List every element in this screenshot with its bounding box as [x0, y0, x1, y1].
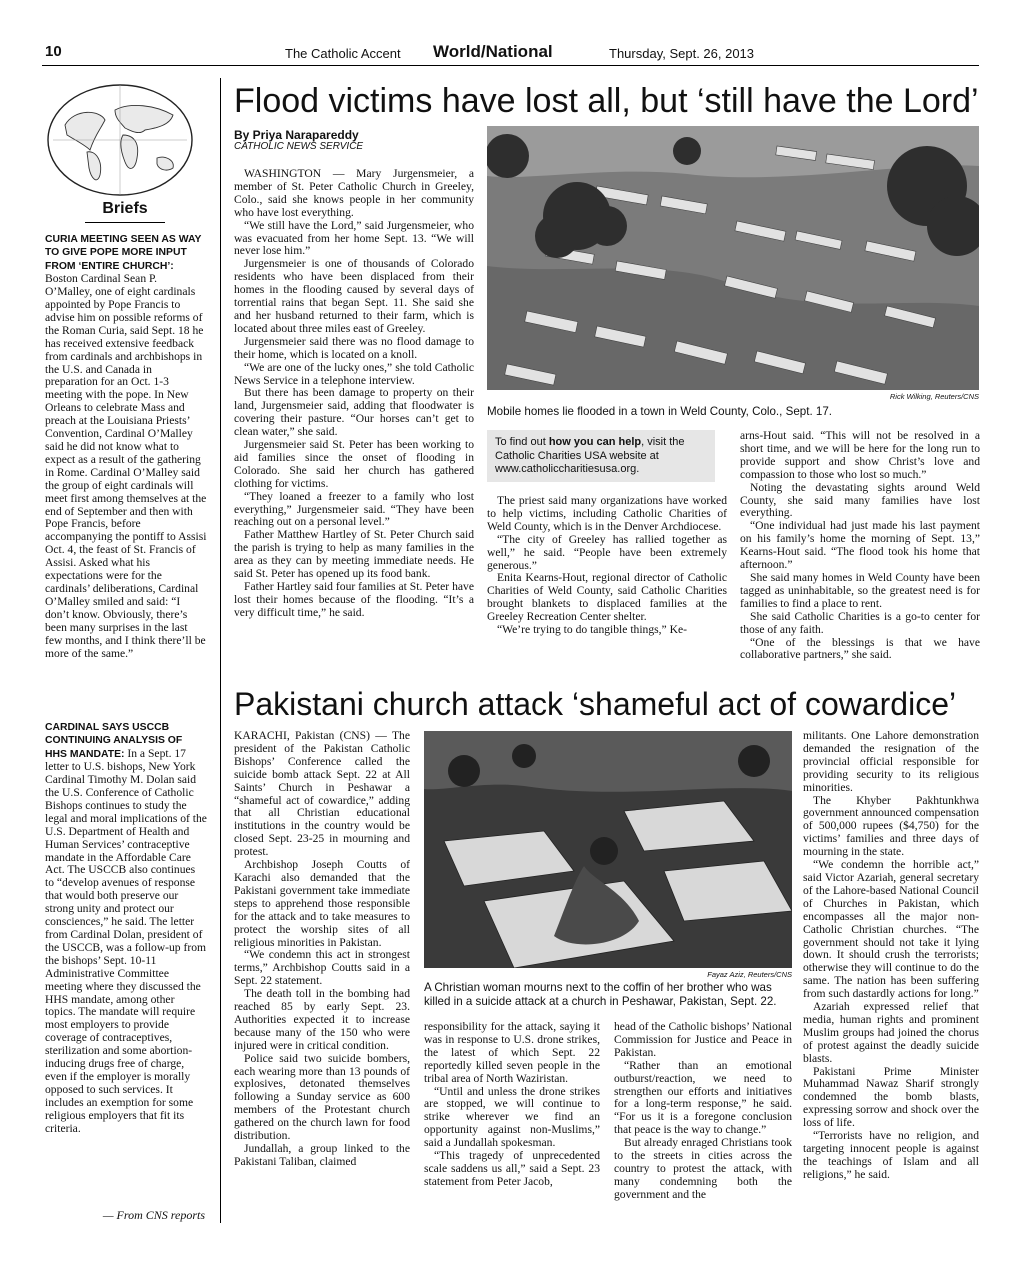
- paragraph: She said Catholic Charities is a go-to center for those of any faith.: [740, 609, 980, 636]
- paragraph: “We still have the Lord,” said Jurgensmeier, who was evacuated from her home Sept. 13. “We will never lose him.”: [234, 218, 474, 258]
- story-service: CATHOLIC NEWS SERVICE: [234, 141, 364, 152]
- paragraph: Jurgensmeier said there was no flood damage to their home, which is located on a knoll.: [234, 334, 474, 361]
- paragraph: She said many homes in Weld County have been tagged as uninhabitable, so the greatest need is for families to find a place to rent.: [740, 570, 980, 610]
- info-box: [487, 430, 715, 482]
- article-column: [614, 1021, 792, 1202]
- article-column: [803, 730, 979, 1182]
- brief-headline: CARDINAL SAYS USCCB CONTINUING ANALYSIS OF HHS MANDATE:: [45, 722, 183, 760]
- paragraph: “One of the blessings is that we have collaborative partners,” she said.: [740, 635, 980, 662]
- photo-caption: A Christian woman mourns next to the coffin of her brother who was killed in a suicide attack at a church in Peshawar, Pakistan, Sept. 22.: [424, 981, 777, 1008]
- world-map-icon: [45, 80, 195, 200]
- paragraph: head of the Catholic bishops’ National Commission for Justice and Peace in Pakistan.: [614, 1020, 792, 1059]
- paragraph: “We are one of the lucky ones,” she told Catholic News Service in a telephone interview.: [234, 360, 474, 387]
- paragraph: The death toll in the bombing had reached 85 by early Sept. 23. Authorities expected it to increase because many of the 150 who were injured were in critical condition.: [234, 987, 410, 1052]
- brief-item: [45, 721, 207, 1136]
- photo-caption: Mobile homes lie flooded in a town in Weld County, Colo., Sept. 17.: [487, 405, 832, 418]
- paragraph: “We condemn this act in strongest terms,” Archbishop Coutts said in a Sept. 22 statement.: [234, 948, 410, 988]
- paragraph: responsibility for the attack, saying it was in response to U.S. drone strikes, the latest of which Sept. 22 reportedly killed seven people in the tribal area of North Waziristan.: [424, 1020, 600, 1085]
- paragraph: arns-Hout said. “This will not be resolved in a short time, and we will be here for the long run to provide support and show Christ’s love and compassion to those who lost so much.”: [740, 429, 980, 481]
- paragraph: The priest said many organizations have worked to help victims, including Catholic Charities of Weld County, which is in the Denver Archdiocese.: [487, 494, 727, 533]
- paragraph: “We condemn the horrible act,” said Victor Azariah, general secretary of the Lahore-based National Council of Churches in Pakistan, which encompasses all the major non-Catholic Christian churches. “The government should not take it lying down. It should crush the terrorists; otherwise they will continue to do the same. The nation has been suffering from such dastardly actions for long.”: [803, 858, 979, 1001]
- paragraph: Jundallah, a group linked to the Pakistani Taliban, claimed: [234, 1142, 410, 1168]
- brief-item: [45, 233, 207, 660]
- article-column: [234, 168, 474, 620]
- photo-credit: Rick Wilking, Reuters/CNS: [889, 392, 979, 401]
- briefs-signoff: — From CNS reports: [102, 1208, 205, 1222]
- paragraph: Noting the devastating sights around Weld County, she said many families have lost everything.: [740, 480, 980, 520]
- story-headline: Flood victims have lost all, but ‘still have the Lord’: [234, 82, 979, 120]
- paragraph: “Terrorists have no religion, and targeting innocent people is against the teachings of Islam and all religions,” he said.: [803, 1129, 979, 1181]
- sidebar-divider: [220, 78, 221, 1223]
- section-name: World/National: [433, 42, 553, 61]
- article-column: [740, 430, 980, 662]
- paragraph: “They loaned a freezer to a family who lost everything,” Jurgensmeier said. “They have been reaching out on a personal level.”: [234, 489, 474, 529]
- brief-text: In a Sept. 17 letter to U.S. bishops, New York Cardinal Timothy M. Dolan said the U.S. Conference of Catholic Bishops continues to study the legal and moral implications of the U.S. Department of Health and Human Services’ contraceptive mandate in the Affordable Care Act. The USCCB also continues to “develop avenues of response that would both preserve our strong unity and protect our consciences,” he said. The letter from Cardinal Dolan, president of the USCCB, was a follow-up from the bishops’ Sept. 10-11 Administrative Committee meeting where they discussed the HHS mandate, among other topics. The mandate will require most employers to provide coverage of contraceptives, sterilization and some abortion-inducing drugs free of charge, even if the employer is morally opposed to such services. It includes an exemption for some religious employers that fit its criteria.: [45, 746, 207, 1135]
- paragraph: Father Hartley said four families at St. Peter have lost their homes because of the flooding. “It’s a very difficult time,” he said.: [234, 580, 474, 619]
- paragraph: “One individual had just made his last payment on his family’s home the morning of Sept. 13,” Kearns-Hout said. “The flood took his home that afternoon.”: [740, 519, 980, 572]
- mourner-photo: [424, 731, 792, 968]
- photo-credit: Fayaz Aziz, Reuters/CNS: [707, 970, 792, 979]
- header-rule: [42, 65, 979, 66]
- paragraph: But already enraged Christians took to the streets in cities across the country to protest the attack, with many condemning both the government and the: [614, 1136, 792, 1201]
- info-box-text: , visit the Catholic Charities USA website at www.catholiccharitiesusa.org.: [495, 436, 685, 475]
- briefs-rule: [85, 222, 165, 223]
- publication-name: The Catholic Accent: [285, 46, 401, 61]
- paragraph: Jurgensmeier is one of thousands of Colorado residents who have been displaced from their homes in the flooding caused by several days of torrential rains that began Sept. 11. She said she and her husband returned to their farm, which is located about three miles east of Greeley.: [234, 257, 474, 335]
- paragraph: The Khyber Pakhtunkhwa government announced compensation of 500,000 rupees ($4,750) for the victims’ families and three days of mourning in the state.: [803, 793, 979, 859]
- paragraph: Enita Kearns-Hout, regional director of Catholic Charities of Weld County, said Catholic Charities brought blankets to displaced families at the Greeley Recreation Center shelter.: [487, 571, 727, 624]
- article-column: [234, 730, 410, 1169]
- paragraph: Azariah expressed relief that media, human rights and prominent Muslim groups had joined the chorus of protest against the deadly suicide blasts.: [803, 1000, 979, 1065]
- briefs-title: Briefs: [102, 200, 148, 217]
- info-box-emphasis: how you can help: [548, 436, 642, 448]
- paragraph: “The city of Greeley has rallied together as well,” he said. “People have been extremely generous.”: [487, 532, 727, 572]
- brief-text: Boston Cardinal Sean P. O’Malley, one of eight cardinals appointed by Pope Francis to advise him on possible reforms of the Roman Curia, said Sept. 18 he has received extensive feedback from cardinals and archbishops in the U.S. and Canada in preparation for an Oct. 1-3 meeting with the pope. In New Orleans to celebrate Mass and preach at the Louisiana Priests’ Convention, Cardinal O’Malley said he did not know what to expect as a result of the gathering in Rome. Cardinal O’Malley said the group of eight cardinals will meet first among themselves at the end of September and then with Pope Francis, before accompanying the pontiff to Assisi Oct. 4, the feast of St. Francis of Assisi. Asked what his expectations were for the cardinals’ deliberations, Cardinal O’Malley smiled and said: “I don’t know. Obviously, there’s been many surprises in the last few months, and I think there’ll be more of the same.”: [45, 272, 207, 660]
- paragraph: But there has been damage to property on their land, Jurgensmeier said, adding that floodwater is covering their pasture. “Our horses can’t get to clean water,” she said.: [234, 386, 474, 439]
- page-number: 10: [45, 43, 62, 60]
- paragraph: Police said two suicide bombers, each wearing more than 13 pounds of explosives, detonated themselves following a Sunday service as 600 members of the Protestant church gathered on the church lawn for food distribution.: [234, 1051, 410, 1143]
- article-column: [487, 495, 727, 637]
- paragraph: militants. One Lahore demonstration demanded the resignation of the provincial official responsible for providing security to its religious minorities.: [803, 729, 979, 794]
- paragraph: WASHINGTON — Mary Jurgensmeier, a member of St. Peter Catholic Church in Greeley, Colo., said she knows people in her community who have lost everything.: [234, 167, 474, 219]
- paragraph: Father Matthew Hartley of St. Peter Church said the parish is trying to help as many families in the area as they can by meeting immediate needs. He said St. Peter has opened up its food bank.: [234, 528, 474, 581]
- paragraph: KARACHI, Pakistan (CNS) — The president of the Pakistan Catholic Bishops’ Conference called the suicide bomb attack Sept. 22 at All Saints’ Church in Peshawar a “shameful act of cowardice,” adding that all Christian educational institutions in the country would be closed Sept. 23-25 in mourning and protest.: [234, 729, 410, 859]
- issue-date: Thursday, Sept. 26, 2013: [609, 46, 755, 61]
- brief-headline: CURIA MEETING SEEN AS WAY TO GIVE POPE MORE INPUT FROM ‘ENTIRE CHURCH’:: [45, 234, 202, 272]
- flood-photo: [487, 126, 979, 390]
- paragraph: Jurgensmeier said St. Peter has been working to aid families since the onset of flooding in Colorado. She said her church has gathered clothing for victims.: [234, 438, 474, 490]
- info-box-text: To find out: [495, 436, 549, 448]
- article-column: [424, 1021, 600, 1189]
- paragraph: “This tragedy of unprecedented scale saddens us all,” said a Sept. 23 statement from Peter Jacob,: [424, 1149, 600, 1188]
- story-headline: Pakistani church attack ‘shameful act of cowardice’: [234, 686, 957, 722]
- paragraph: Archbishop Joseph Coutts of Karachi also demanded that the Pakistani government take immediate steps to apprehend those responsible for the attack and to take measures to protect the worship sites of all religious minorities in Pakistan.: [234, 858, 410, 949]
- paragraph: “Until and unless the drone strikes are stopped, we will continue to strike wherever we find an opportunity against non-Muslims,” said a Jundallah spokesman.: [424, 1084, 600, 1150]
- paragraph: Pakistani Prime Minister Muhammad Nawaz Sharif strongly condemned the bomb blasts, expressing sorrow and shock over the loss of life.: [803, 1064, 979, 1130]
- story-byline: By Priya Narapareddy: [234, 128, 359, 142]
- paragraph: “Rather than an emotional outburst/reaction, we need to strengthen our efforts and initiatives for a long-term response,” he said. “For us it is a foregone conclusion that peace is the way to change.”: [614, 1058, 792, 1137]
- paragraph: “We’re trying to do tangible things,” Ke-: [497, 623, 687, 637]
